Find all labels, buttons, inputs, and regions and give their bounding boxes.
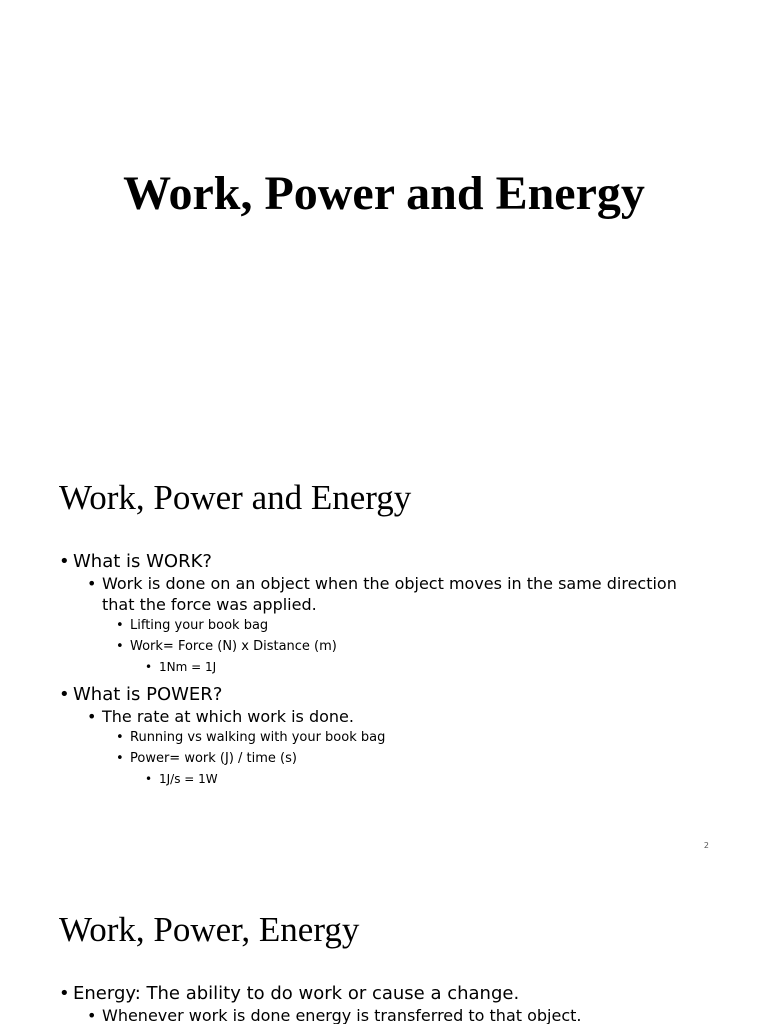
bullet-item [59, 982, 709, 1005]
bullet-item [87, 1005, 709, 1024]
page-number: 2 [703, 841, 709, 850]
bullet-icon: • [87, 574, 97, 593]
bullet-icon: • [145, 660, 153, 674]
bullet-icon: • [87, 707, 97, 726]
bullet-text: Work= Force (N) x Distance (m) [130, 639, 337, 654]
bullet-text: Lifting your book bag [130, 618, 269, 633]
bullet-item [59, 550, 709, 573]
bullet-icon: • [116, 618, 124, 633]
slide-heading: Work, Power, Energy [59, 910, 360, 949]
bullet-icon: • [116, 751, 124, 766]
bullet-item [145, 769, 709, 789]
bullet-text: Whenever work is done energy is transferred to that object. [102, 1006, 582, 1024]
slide-1 [0, 0, 768, 432]
bullet-icon: • [145, 772, 153, 786]
bullet-icon: • [116, 730, 124, 745]
bullet-item [87, 706, 709, 727]
bullet-text: Energy: The ability to do work or cause a change. [73, 983, 520, 1004]
bullet-list [59, 982, 709, 1024]
slide-title: Work, Power and Energy [123, 167, 645, 220]
bullet-item [145, 657, 709, 677]
bullet-item [116, 727, 709, 748]
bullet-item [116, 615, 709, 636]
slide-2 [0, 432, 768, 864]
bullet-text: Power= work (J) / time (s) [130, 751, 297, 766]
bullet-icon: • [116, 639, 124, 654]
bullet-icon: • [87, 1006, 97, 1024]
bullet-text: What is POWER? [73, 684, 223, 705]
bullet-icon: • [59, 551, 70, 572]
slide-heading: Work, Power and Energy [59, 478, 412, 517]
bullet-text: Work is done on an object when the object moves in the same direction that the force was applied. [102, 574, 677, 614]
bullet-icon: • [59, 684, 70, 705]
bullet-item [87, 573, 709, 615]
bullet-icon: • [59, 983, 70, 1004]
bullet-item [59, 683, 709, 706]
bullet-text: The rate at which work is done. [102, 707, 354, 726]
bullet-text: What is WORK? [73, 551, 212, 572]
bullet-text: Running vs walking with your book bag [130, 730, 386, 745]
bullet-text: 1Nm = 1J [159, 660, 217, 674]
bullet-list [59, 550, 709, 789]
slide-3 [0, 864, 768, 1024]
bullet-text: 1J/s = 1W [159, 772, 218, 786]
bullet-item [116, 748, 709, 769]
bullet-item [116, 636, 709, 657]
